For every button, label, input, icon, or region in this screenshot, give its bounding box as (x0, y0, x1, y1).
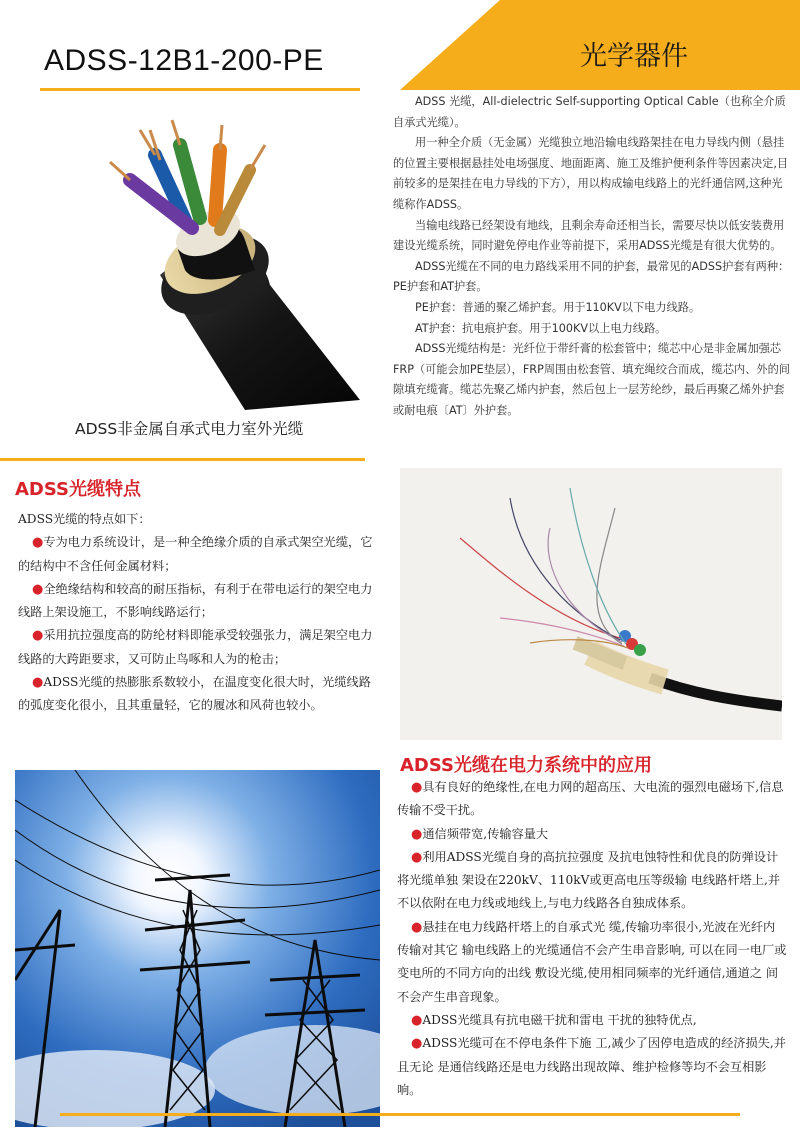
list-item-text: 全绝缘结构和较高的耐压指标，有利于在带电运行的架空电力线路上架设施工，不影响线路运行； (18, 581, 373, 620)
cable-cross-section-image (60, 100, 380, 410)
bullet-icon: ● (411, 919, 423, 935)
fiber-optic-cable-image (400, 468, 782, 740)
list-item (397, 1032, 787, 1102)
category-title: 光学器件 (580, 41, 688, 72)
bullet-icon: ● (32, 581, 44, 597)
list-item (18, 624, 373, 671)
intro-paragraph: ADSS 光缆，All-dielectric Self-supporting Optical Cable（也称全介质自承式光缆）。 (393, 95, 786, 129)
list-item-text: 采用抗拉强度高的防纶材料即能承受较强张力，满足架空电力线路的大跨距要求，又可防止鸟啄和人为的枪击； (18, 628, 373, 666)
list-item (397, 776, 787, 823)
list-item-text: 具有良好的绝缘性,在电力网的超高压、大电流的强烈电磁场下,信息传输不受干扰。 (397, 780, 784, 818)
applications-list (397, 776, 787, 1102)
bullet-icon: ● (411, 780, 423, 795)
list-item-text: ADSS光缆的热膨胀系数较小，在温度变化很大时，光缆线路的弧度变化很小，且其重量轻，它的履冰和风荷也较小。 (18, 675, 371, 713)
bullet-icon: ● (32, 535, 44, 551)
list-item (397, 823, 787, 846)
list-item (18, 578, 373, 625)
applications-section-title: ADSS光缆在电力系统中的应用 (400, 755, 652, 776)
intro-paragraph: 当输电线路已经架设有地线，且剩余寿命还相当长，需要尽快以低安装费用建设光缆系统，同时避免停电作业等前提下，采用ADSS光缆是有很大优势的。 (393, 218, 785, 253)
intro-paragraph: PE护套：普通的聚乙烯护套。用于110KV以下电力线路。 (415, 300, 701, 314)
list-item-text: 专为电力系统设计，是一种全绝缘介质的自承式架空光缆，它的结构中不含任何金属材料； (18, 535, 373, 573)
features-section-title: ADSS光缆特点 (15, 479, 141, 500)
list-item (397, 1009, 787, 1032)
intro-paragraph: ADSS光缆在不同的电力路线采用不同的护套，最常见的ADSS护套有两种：PE护套和AT护套。 (393, 259, 790, 294)
list-item (397, 846, 787, 916)
bullet-icon: ● (32, 675, 44, 691)
intro-text (393, 92, 793, 422)
features-list (18, 508, 373, 718)
intro-paragraph: AT护套：抗电痕护套。用于100KV以上电力线路。 (415, 321, 667, 335)
list-item (397, 916, 787, 1009)
product-model-title: ADSS-12B1-200-PE (44, 44, 324, 77)
list-item (18, 531, 373, 578)
bullet-icon: ● (411, 1012, 423, 1028)
list-item-text: ADSS光缆具有抗电磁干扰和雷电 干扰的独特优点, (422, 1012, 697, 1027)
intro-paragraph: ADSS光缆结构是：光纤位于带纤膏的松套管中；缆芯中心是非金属加强芯FRP（可能会加PE垫层），FRP周围由松套管、填充绳绞合而成，缆芯内、外的间隙填充缆膏。缆芯先聚乙烯内护套，然后包上一层芳纶纱，最后再聚乙烯外护套或耐电痕〔AT〕外护套。 (393, 342, 790, 417)
cable-caption: ADSS非金属自承式电力室外光缆 (75, 420, 304, 438)
bullet-icon: ● (411, 826, 423, 842)
intro-paragraph: 用一种全介质（无金属）光缆独立地沿输电线路架挂在电力导线内侧（悬挂的位置主要根据悬挂处电场强度、地面距离、施工及维护便利条件等因素决定,目前较多的是架挂在电力导线的下方），用以构成输电线路上的光纤通信网,这种光缆称作ADSS。 (393, 136, 789, 211)
footer-rule (60, 1113, 740, 1116)
bullet-icon: ● (32, 628, 44, 644)
list-item-text: 利用ADSS光缆自身的高抗拉强度 及抗电蚀特性和优良的防弹设计将光缆单独 架设在220kV、110kV或更高电压等级输 电线路杆塔上,并不以依附在电力线或地线上,与电力线路各自独成体系。 (397, 849, 781, 911)
features-lead: ADSS光缆的特点如下： (18, 512, 151, 526)
title-underline (40, 88, 360, 91)
list-item-text: ADSS光缆可在不停电条件下施 工,减少了因停电造成的经济损失,并且无论 是通信线路还是电力线路出现故障、维护检修等均不会互相影响。 (397, 1036, 786, 1097)
list-item-text: 通信频带宽,传输容量大 (422, 826, 549, 841)
transmission-tower-image (15, 770, 380, 1127)
list-item-text: 悬挂在电力线路杆塔上的自承式光 缆,传输功率很小,光波在光纤内传输对其它 输电线路上的光缆通信不会产生串音影响, 可以在同一电厂或变电所的不同方向的出线 敷设光缆,使用相同频率的光纤通信,通道之 间不会产生串音现象。 (397, 919, 787, 1004)
bullet-icon: ● (411, 849, 423, 865)
list-item (18, 671, 373, 718)
section-divider (0, 458, 365, 461)
bullet-icon: ● (411, 1036, 423, 1052)
